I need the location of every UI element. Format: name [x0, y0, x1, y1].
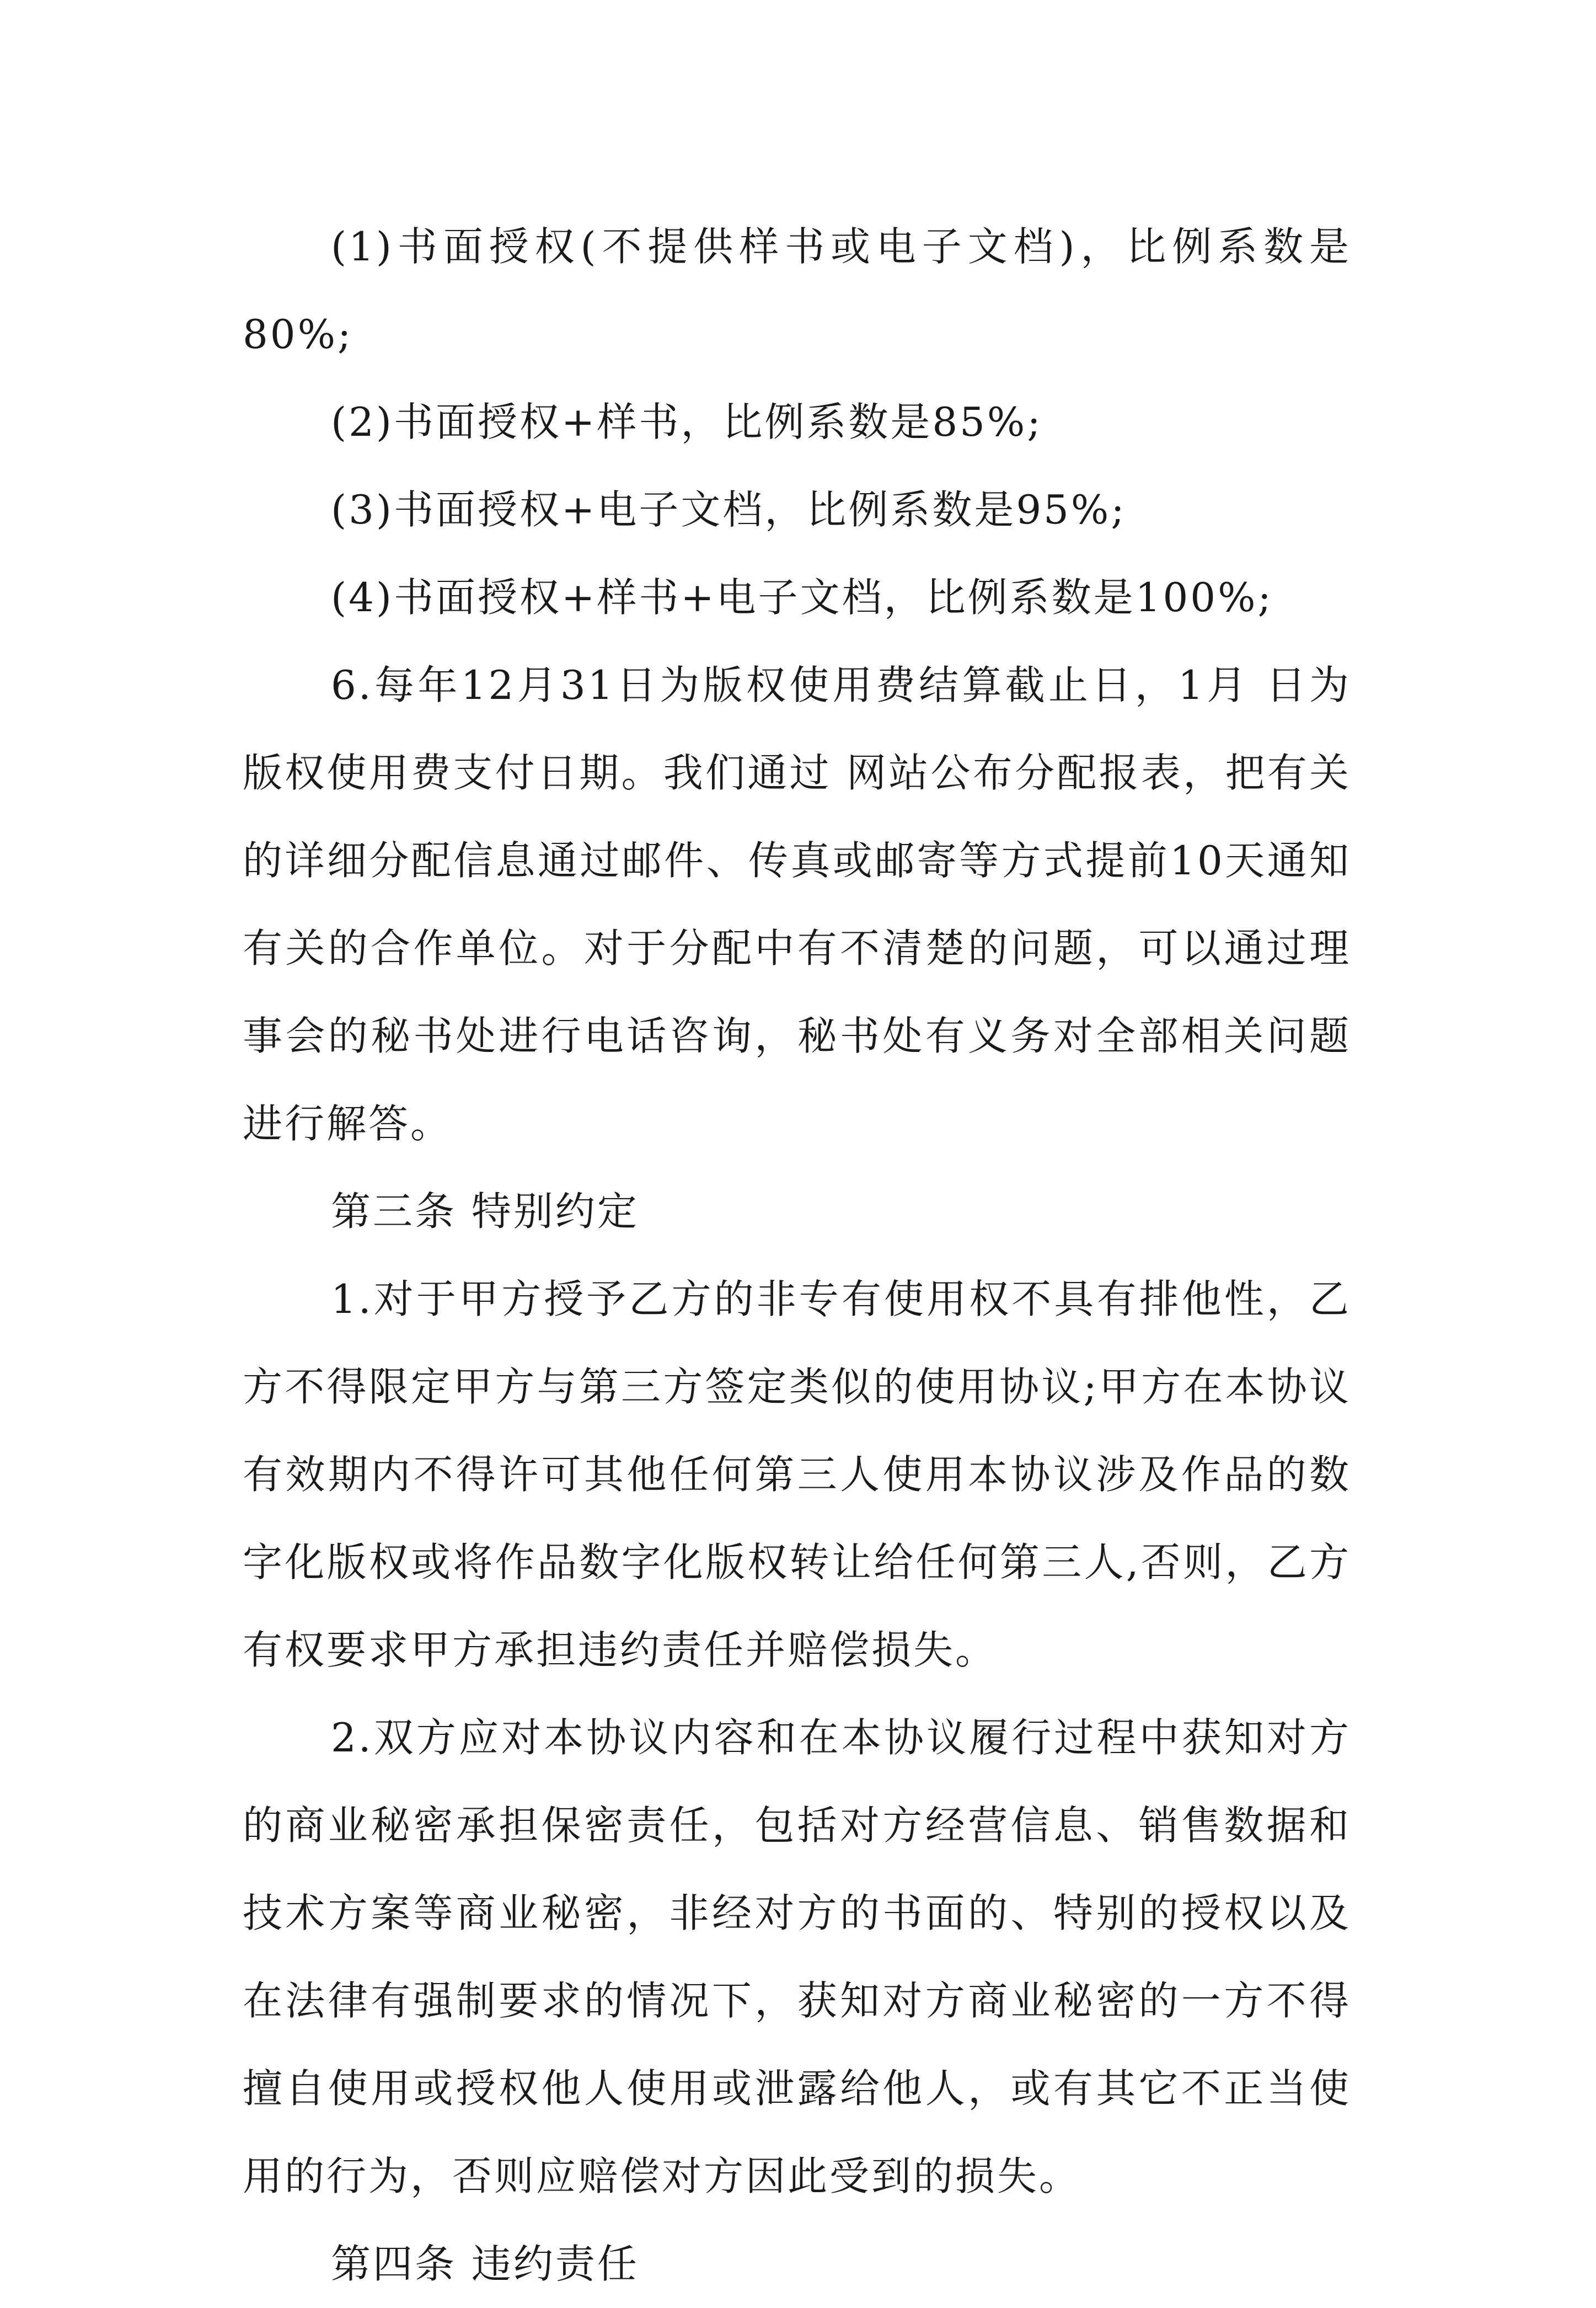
paragraph-non-exclusive-right: 1.对于甲方授予乙方的非专有使用权不具有排他性，乙方不得限定甲方与第三方签定类似的使用协议;甲方在本协议有效期内不得许可其他任何第三人使用本协议涉及作品的数字化版权或将作品数字化版权转让给任何第三人,否则，乙方有权要求甲方承担违约责任并赔偿损失。	[243, 1276, 1351, 1673]
paragraph-settlement-date: 6.每年12月31日为版权使用费结算截止日，1月 日为版权使用费支付日期。我们通过 网站公布分配报表，把有关的详细分配信息通过邮件、传真或邮寄等方式提前10天通知有关的合作单位。对于分配中有不清楚的问题，可以通过理事会的秘书处进行电话咨询，秘书处有义务对全部相关问题进行解答。	[243, 662, 1351, 1147]
paragraph-ratio-item-3: (3)书面授权+电子文档，比例系数是95%;	[331, 487, 1127, 533]
paragraph-ratio-item-2: (2)书面授权+样书，比例系数是85%;	[331, 399, 1043, 445]
paragraph-confidentiality: 2.双方应对本协议内容和在本协议履行过程中获知对方的商业秘密承担保密责任，包括对方经营信息、销售数据和技术方案等商业秘密，非经对方的书面的、特别的授权以及在法律有强制要求的情况下，获知对方商业秘密的一方不得擅自使用或授权他人使用或泄露给他人，或有其它不正当使用的行为，否则应赔偿对方因此受到的损失。	[243, 1714, 1351, 2199]
section-heading-article-3: 第三条 特别约定	[331, 1188, 639, 1235]
paragraph-ratio-item-1: (1)书面授权(不提供样书或电子文档)，比例系数是80%;	[243, 223, 1351, 357]
document-body	[243, 203, 1351, 2308]
paragraph-ratio-item-4: (4)书面授权+样书+电子文档，比例系数是100%;	[331, 574, 1273, 621]
section-heading-article-4: 第四条 违约责任	[331, 2241, 639, 2287]
